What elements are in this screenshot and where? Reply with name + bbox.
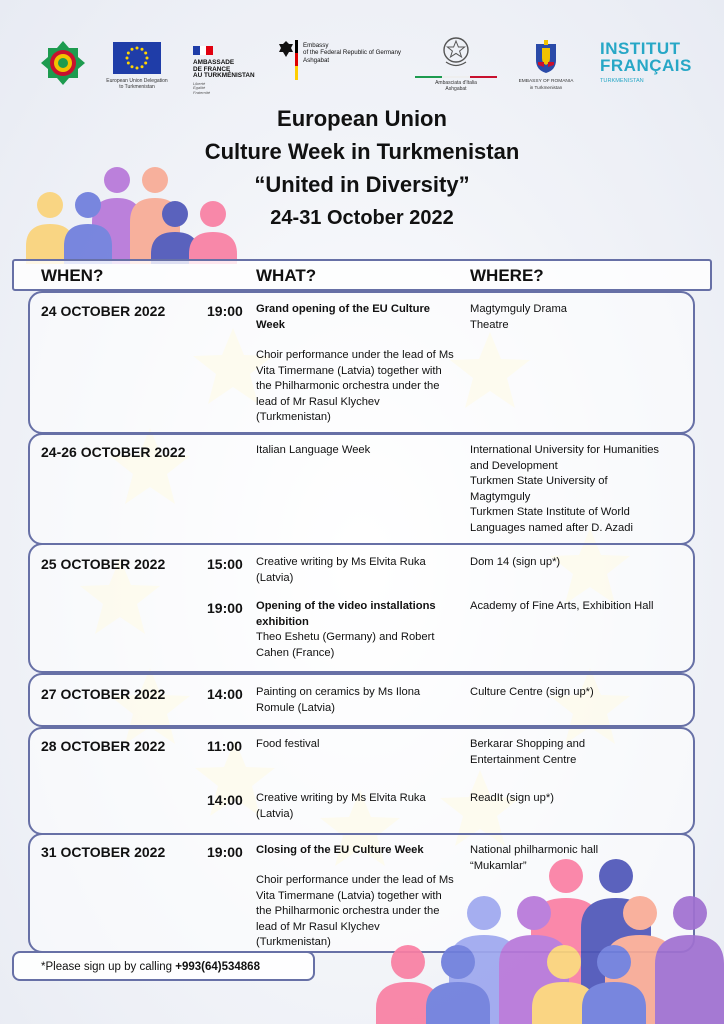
eu-caption-1: European Union Delegation [106, 78, 168, 84]
schedule-header [12, 259, 712, 291]
event-title: Opening of the video installations exhibition [256, 600, 436, 628]
event-venue: Culture Centre (sign up*) [470, 686, 594, 698]
event-date: 31 OCTOBER 2022 [41, 844, 166, 860]
event-venue: Dom 14 (sign up*) [470, 556, 561, 568]
title-dates: 24-31 October 2022 [270, 207, 454, 229]
event-card-28-october [28, 727, 695, 835]
marianne-icon [193, 46, 213, 55]
event-description: Choir performance under the lead of Ms Vita Timermane (Latvia) together with the Philharmonic orchestra under the lead of Mr Rasul Klychev (Turkmenistan) [256, 874, 454, 948]
event-date: 24-26 OCTOBER 2022 [41, 444, 186, 460]
partner-logos [30, 36, 690, 100]
event-title: Grand opening of the EU Culture Week [256, 303, 431, 331]
event-time: 19:00 [207, 844, 243, 860]
event-description: Painting on ceramics by Ms Ilona Romule (Latvia) [256, 686, 421, 714]
event-description: Creative writing by Ms Elvita Ruka (Latvia) [256, 556, 426, 584]
institut-line1: INSTITUT [600, 39, 681, 58]
france-line3: AU TURKMÉNISTAN [193, 72, 255, 80]
event-date: 27 OCTOBER 2022 [41, 686, 166, 702]
eu-flag-icon [113, 42, 161, 74]
italy-line2: Ashgabat [445, 86, 467, 92]
event-title: Closing of the EU Culture Week [256, 844, 424, 856]
german-eagle-icon [278, 40, 294, 58]
france-line2: DE FRANCE [193, 65, 231, 73]
title-line-1: European Union [277, 106, 447, 131]
event-time: 14:00 [207, 792, 243, 808]
event-item [256, 599, 456, 661]
eu-delegation-logo [102, 42, 172, 90]
title-block [0, 102, 724, 230]
germany-line1: Embassy [303, 42, 329, 49]
event-venue: National philharmonic hall “Mukamlar” [470, 844, 599, 872]
france-line1: AMBASSADE [193, 59, 235, 66]
romania-line2: in Turkmenistan [529, 85, 563, 90]
people-illustration-bottom [376, 858, 724, 1024]
italy-line1: Ambasciata d'Italia [435, 80, 477, 86]
header-what: WHAT? [256, 266, 317, 285]
event-description: Italian Language Week [256, 444, 371, 456]
event-venue: ReadIt (sign up*) [470, 792, 554, 804]
event-venue: Academy of Fine Arts, Exhibition Hall [470, 600, 654, 612]
event-description: Theo Eshetu (Germany) and Robert Cahen (France) [256, 631, 435, 659]
france-motto-3: Fraternité [193, 89, 211, 95]
signup-text: *Please sign up by calling [41, 961, 176, 973]
event-time: 19:00 [207, 600, 243, 616]
event-venue: International University for Humanities and Development [470, 444, 660, 472]
header-when: WHEN? [41, 266, 104, 285]
romania-embassy-logo [510, 40, 582, 91]
turkmenistan-emblem-icon [40, 40, 86, 86]
signup-note [12, 951, 315, 981]
event-venue-list [470, 443, 670, 536]
event-date: 25 OCTOBER 2022 [41, 556, 166, 572]
germany-line2: of the Federal Republic of Germany [303, 49, 402, 57]
event-date: 28 OCTOBER 2022 [41, 738, 166, 754]
event-date: 24 OCTOBER 2022 [41, 303, 166, 319]
event-card-24-october [28, 291, 695, 434]
romania-coat-of-arms-icon [533, 40, 559, 74]
event-venue: Berkarar Shopping and Entertainment Centre [470, 738, 586, 766]
france-embassy-logo [193, 42, 265, 96]
event-card-27-october [28, 673, 695, 727]
event-venue: Turkmen State University of Magtymguly [470, 475, 608, 503]
institut-line3: TURKMENISTAN [600, 78, 644, 84]
event-description: Creative writing by Ms Elvita Ruka (Latvia) [256, 792, 426, 820]
event-description: Choir performance under the lead of Ms Vita Timermane (Latvia) together with the Philharmonic orchestra under the lead of Mr Rasul Klychev (Turkmenistan) [256, 349, 454, 423]
france-motto-2: Égalité [193, 85, 206, 91]
event-time: 14:00 [207, 686, 243, 702]
event-card-25-october [28, 543, 695, 673]
event-time: 15:00 [207, 556, 243, 572]
event-card-24-26-october [28, 433, 695, 545]
germany-line3: Ashgabat [303, 56, 330, 64]
institut-francais-logo [600, 40, 690, 84]
event-description: Food festival [256, 738, 320, 750]
institut-line2: FRANÇAIS [600, 56, 692, 75]
signup-phone[interactable]: +993(64)534868 [175, 961, 260, 973]
event-venue: Magtymguly Drama Theatre [470, 303, 567, 331]
event-time: 19:00 [207, 303, 243, 319]
france-motto-1: Liberté [193, 80, 206, 86]
italy-embassy-logo [415, 36, 497, 92]
eu-caption-2: to Turkmenistan [119, 84, 155, 90]
romania-line1: EMBASSY OF ROMANIA [518, 79, 574, 84]
header-where: WHERE? [470, 266, 544, 285]
title-line-2: Culture Week in Turkmenistan [204, 139, 520, 164]
event-time: 11:00 [207, 738, 243, 754]
event-venue: Turkmen State Institute of World Languages named after D. Azadi [470, 506, 633, 534]
italy-emblem-icon [442, 36, 470, 70]
turkmenistan-emblem [40, 40, 86, 91]
title-line-3: “United in Diversity” [254, 172, 470, 197]
